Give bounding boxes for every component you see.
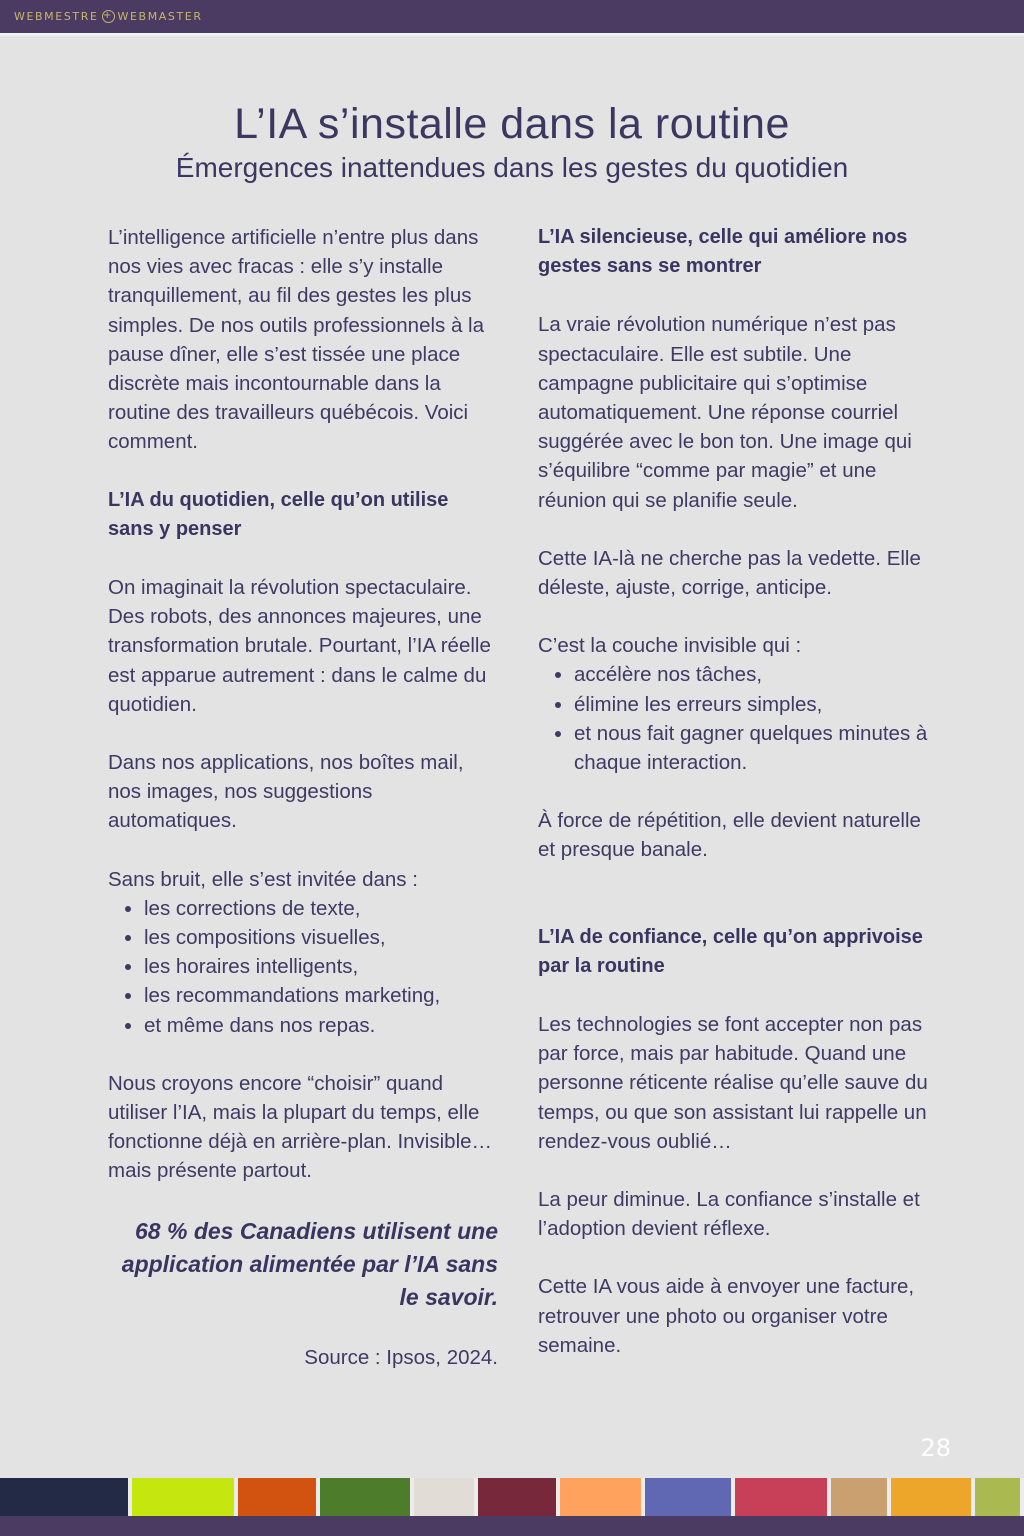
color-stripe <box>320 1478 414 1516</box>
top-bar <box>0 0 1024 36</box>
brand-right: WEBMASTER <box>117 10 203 23</box>
paragraph: Dans nos applications, nos boîtes mail, nos images, nos suggestions automatiques. <box>108 751 464 833</box>
section-heading-silencieuse: L’IA silencieuse, celle qui améliore nos gestes sans se montrer <box>538 226 908 278</box>
paragraph: C’est la couche invisible qui : <box>538 634 802 658</box>
list-item: • les corrections de texte, <box>144 894 498 923</box>
page-title: L’IA s’installe dans la routine <box>234 100 790 148</box>
plus-circle-icon: + <box>103 10 113 21</box>
list-item: • les recommandations marketing, <box>144 981 498 1010</box>
paragraph: Sans bruit, elle s’est invitée dans : <box>108 867 418 891</box>
bullet-list <box>538 660 930 777</box>
paragraph: On imaginait la révolution spectaculaire. Des robots, des annonces majeures, une transformation brutale. Pourtant, l’IA réelle est apparue autrement : dans le calme du quotidien. <box>108 576 491 716</box>
list-item: • accélère nos tâches, <box>574 660 930 689</box>
color-stripe <box>735 1478 831 1516</box>
color-stripe <box>831 1478 891 1516</box>
paragraph: À force de répétition, elle devient naturelle et presque banale. <box>538 809 921 862</box>
intro-paragraph: L’intelligence artificielle n’entre plus dans nos vies avec fracas : elle s’y installe tranquillement, au fil des gestes les plus simples. De nos outils professionnels à la pause dîner, elle s’est tissée une place discrète mais incontournable dans la routine des travailleurs québécois. Voici comment. <box>108 226 485 454</box>
page-subtitle: Émergences inattendues dans les gestes du quotidien <box>175 152 849 183</box>
paragraph: Cette IA vous aide à envoyer une facture, retrouver une photo ou organiser votre semaine. <box>538 1275 915 1357</box>
color-stripe <box>414 1478 478 1516</box>
color-stripe <box>238 1478 320 1516</box>
left-column <box>108 223 498 1401</box>
bottom-bar <box>0 1516 1024 1536</box>
color-stripes <box>0 1478 1024 1516</box>
paragraph: Cette IA-là ne cherche pas la vedette. Elle déleste, ajuste, corrige, anticipe. <box>538 546 921 600</box>
section-heading-quotidien: L’IA du quotidien, celle qu’on utilise sans y penser <box>108 488 449 540</box>
color-stripe <box>645 1478 735 1516</box>
page-number: 28 <box>920 1434 951 1462</box>
color-stripe <box>560 1478 645 1516</box>
pull-quote: 68 % des Canadiens utilisent une application alimentée par l’IA sans le savoir. <box>121 1217 498 1310</box>
color-stripe <box>975 1478 1024 1516</box>
paragraph: La peur diminue. La confiance s’installe et l’adoption devient réflexe. <box>538 1188 920 1241</box>
list-item: • les compositions visuelles, <box>144 923 498 952</box>
paragraph: Les technologies se font accepter non pas par force, mais par habitude. Quand une personne réticente réalise qu’elle sauve du temps, ou que son assistant lui rappelle un rendez-vous oublié… <box>538 1013 928 1153</box>
list-item: • et même dans nos repas. <box>144 1011 498 1040</box>
right-column <box>538 223 930 1389</box>
color-stripe <box>891 1478 975 1516</box>
paragraph: Nous croyons encore “choisir” quand utiliser l’IA, mais la plupart du temps, elle fonctionne déjà en arrière-plan. Invisible… mais présente partout. <box>108 1071 493 1183</box>
bullet-list <box>108 894 498 1040</box>
color-stripe <box>478 1478 560 1516</box>
brand-wordmark <box>14 10 203 23</box>
color-stripe <box>132 1478 238 1516</box>
paragraph: La vraie révolution numérique n’est pas spectaculaire. Elle est subtile. Une campagne publicitaire qui s’optimise automatiquement. Une réponse courriel suggérée avec le bon ton. Une image qui s’équilibre “comme par magie” et une réunion qui se planifie seule. <box>538 313 912 512</box>
section-heading-confiance: L’IA de confiance, celle qu’on apprivoise par la routine <box>538 925 923 977</box>
list-item: • et nous fait gagner quelques minutes à chaque interaction. <box>574 719 930 777</box>
list-item: • les horaires intelligents, <box>144 952 498 981</box>
list-item: • élimine les erreurs simples, <box>574 690 930 719</box>
brand-left: WEBMESTRE <box>14 10 99 23</box>
quote-source: Source : Ipsos, 2024. <box>304 1345 498 1369</box>
color-stripe <box>0 1478 132 1516</box>
